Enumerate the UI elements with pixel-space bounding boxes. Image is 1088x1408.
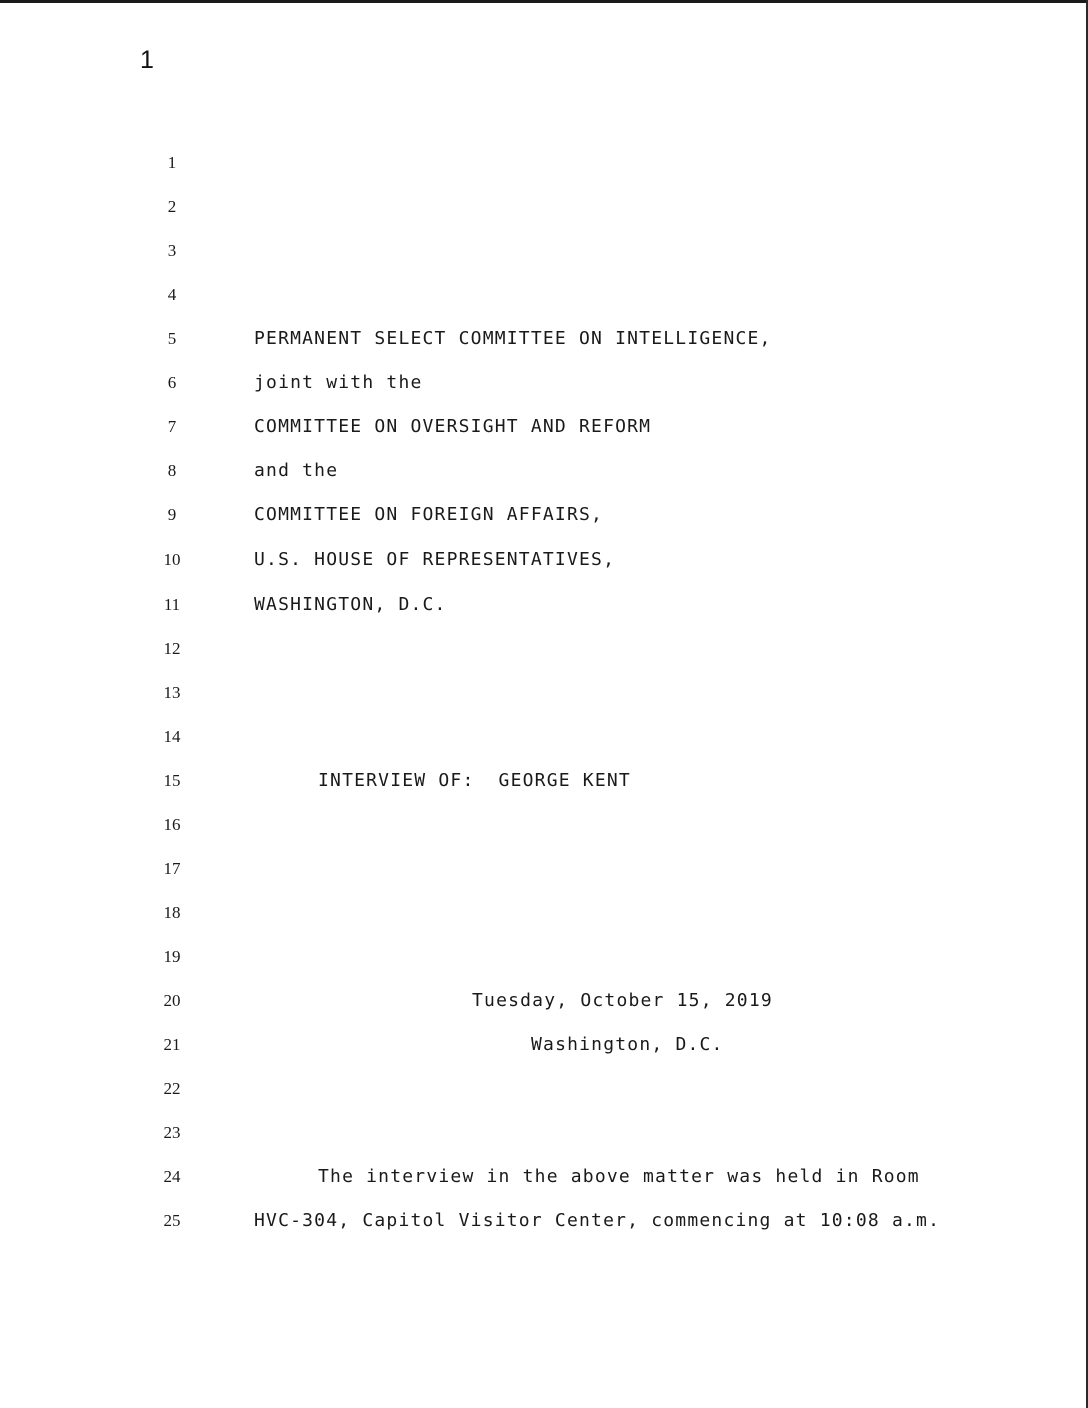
- transcript-line-24: [0, 1162, 1088, 1192]
- line-number: 23: [163, 1123, 181, 1142]
- transcript-line-5: [0, 324, 1088, 354]
- transcript-line-23: [0, 1118, 1088, 1148]
- joint-with-text: joint with the: [254, 372, 423, 393]
- page-number: 1: [140, 46, 154, 74]
- line-number: 18: [163, 903, 181, 922]
- transcript-line-25: [0, 1206, 1088, 1236]
- line-number: 9: [167, 505, 177, 524]
- transcript-line-11: [0, 590, 1088, 620]
- line-number: 11: [163, 595, 181, 614]
- transcript-line-20: [0, 986, 1088, 1016]
- line-number: 24: [163, 1167, 181, 1186]
- line-number: 2: [167, 197, 177, 216]
- line-number: 21: [163, 1035, 181, 1054]
- transcript-line-12: [0, 634, 1088, 664]
- transcript-line-22: [0, 1074, 1088, 1104]
- house-of-representatives: U.S. HOUSE OF REPRESENTATIVES,: [254, 549, 616, 570]
- transcript-line-2: [0, 192, 1088, 222]
- line-number: 5: [167, 329, 177, 348]
- transcript-line-6: [0, 368, 1088, 398]
- committee-title: PERMANENT SELECT COMMITTEE ON INTELLIGENCE,: [254, 328, 772, 349]
- line-number: 15: [163, 771, 181, 790]
- line-number: 20: [163, 991, 181, 1010]
- transcript-line-10: [0, 545, 1088, 575]
- transcript-line-3: [0, 236, 1088, 266]
- top-border-rule: [0, 0, 1088, 3]
- line-number: 22: [163, 1079, 181, 1098]
- interview-location: Washington, D.C.: [531, 1034, 724, 1055]
- transcript-line-8: [0, 456, 1088, 486]
- interview-of: INTERVIEW OF: GEORGE KENT: [318, 770, 631, 791]
- interview-date: Tuesday, October 15, 2019: [472, 990, 773, 1011]
- line-number: 4: [167, 285, 177, 304]
- transcript-line-17: [0, 854, 1088, 884]
- transcript-line-4: [0, 280, 1088, 310]
- transcript-line-1: [0, 148, 1088, 178]
- transcript-line-7: [0, 412, 1088, 442]
- line-number: 3: [167, 241, 177, 260]
- transcript-line-21: [0, 1030, 1088, 1060]
- line-number: 16: [163, 815, 181, 834]
- line-number: 7: [167, 417, 177, 436]
- transcript-line-15: [0, 766, 1088, 796]
- line-number: 6: [167, 373, 177, 392]
- committee-oversight: COMMITTEE ON OVERSIGHT AND REFORM: [254, 416, 652, 437]
- line-number: 19: [163, 947, 181, 966]
- transcript-line-9: [0, 500, 1088, 530]
- line-number: 1: [167, 153, 177, 172]
- committee-foreign-affairs: COMMITTEE ON FOREIGN AFFAIRS,: [254, 504, 604, 525]
- line-number: 10: [163, 550, 181, 569]
- interview-statement: The interview in the above matter was held in Room: [318, 1166, 920, 1187]
- line-number: 12: [163, 639, 181, 658]
- line-number: 14: [163, 727, 181, 746]
- and-the-text: and the: [254, 460, 339, 481]
- transcript-line-14: [0, 722, 1088, 752]
- line-number: 17: [163, 859, 181, 878]
- line-number: 25: [163, 1211, 181, 1230]
- line-number: 8: [167, 461, 177, 480]
- transcript-line-16: [0, 810, 1088, 840]
- location-header: WASHINGTON, D.C.: [254, 594, 447, 615]
- interview-statement-continued: HVC-304, Capitol Visitor Center, commencing at 10:08 a.m.: [254, 1210, 941, 1231]
- transcript-line-19: [0, 942, 1088, 972]
- transcript-line-18: [0, 898, 1088, 928]
- line-number: 13: [163, 683, 181, 702]
- transcript-line-13: [0, 678, 1088, 708]
